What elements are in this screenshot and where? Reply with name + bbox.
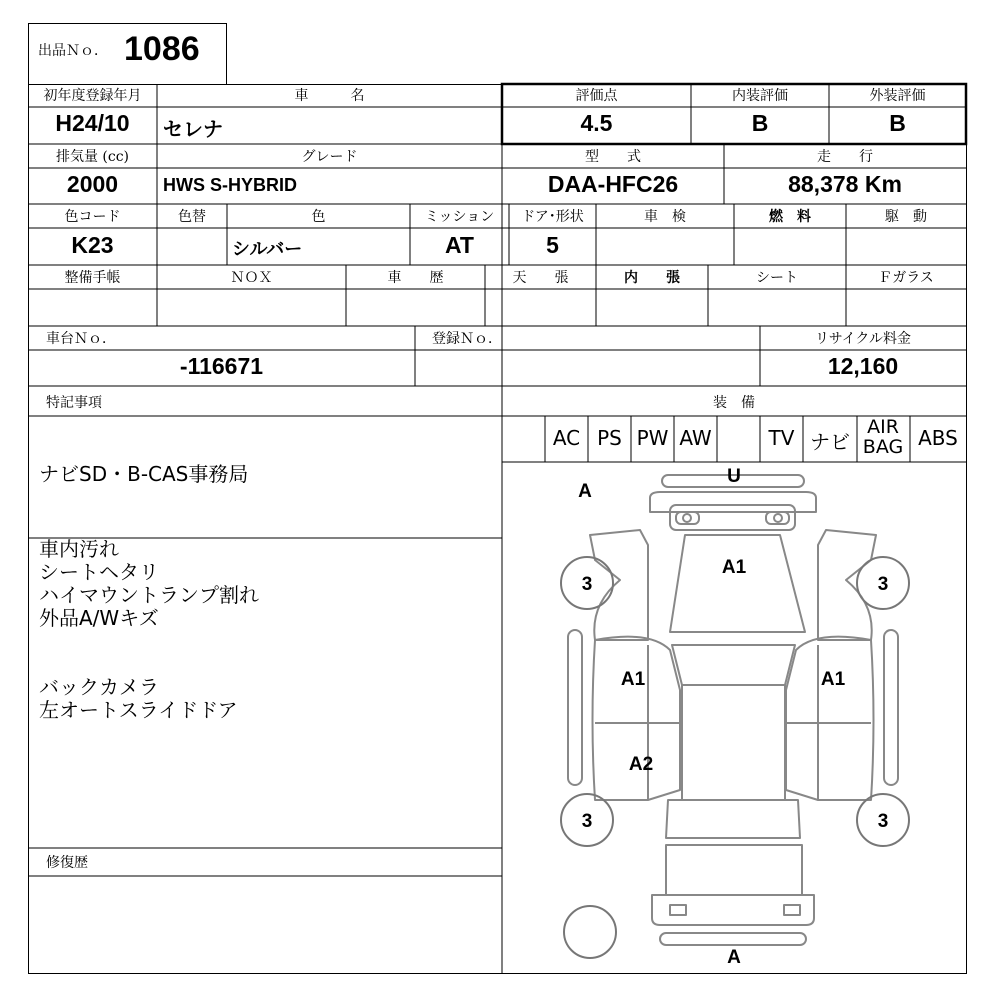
color-code-label: 色コード <box>64 209 121 225</box>
color-change-label: 色替 <box>178 209 206 225</box>
interior-lining-label: 内 張 <box>624 270 680 286</box>
remarks-label: 特記事項 <box>46 395 102 411</box>
tire-front-right: 3 <box>877 574 889 595</box>
grade-value: HWS S-HYBRID <box>163 175 297 195</box>
grade-label: グレード <box>301 149 358 165</box>
lot-label: 出品Ｎｏ． <box>38 43 108 59</box>
mission-label: ミッション <box>424 209 495 225</box>
door-label: ドア･形状 <box>521 209 584 225</box>
inspection-label: 車 検 <box>644 209 686 225</box>
mark-front-a: A <box>578 481 592 502</box>
exterior-grade-value: B <box>889 110 906 136</box>
equipment-item-pw: PW <box>636 426 669 450</box>
equipment-item-airbag: AIR BAG <box>862 416 904 458</box>
note-line: ハイマウントランプ割れ <box>39 583 259 607</box>
note-line: シートヘタリ <box>39 560 159 584</box>
note-line: バックカメラ <box>39 675 159 699</box>
roof-label: 天 張 <box>512 270 569 286</box>
equipment-label: 装 備 <box>713 395 755 411</box>
car-damage-diagram <box>502 462 967 973</box>
equipment-item-abs: ABS <box>918 426 958 450</box>
tire-front-left: 3 <box>581 574 593 595</box>
interior-grade-label: 内装評価 <box>732 88 788 104</box>
mark-hood: A1 <box>721 557 747 578</box>
equipment-item-tv: TV <box>768 426 795 450</box>
registration-label: 登録Ｎｏ． <box>432 331 502 347</box>
color-value: シルバー <box>232 239 303 259</box>
history-label: 車 歴 <box>387 270 444 286</box>
fuel-label: 燃 料 <box>769 209 811 225</box>
equipment-item-aw: AW <box>679 426 712 450</box>
maintenance-label: 整備手帳 <box>64 270 121 286</box>
displacement-label: 排気量 (cc) <box>55 149 130 165</box>
color-code-value: K23 <box>71 232 114 258</box>
score-label: 評価点 <box>575 88 618 104</box>
tire-rear-left: 3 <box>581 811 593 832</box>
chassis-value: -116671 <box>179 353 264 379</box>
remarks-line-1: ナビSD・B-CAS事務局 <box>39 462 249 486</box>
door-value: 5 <box>546 232 559 258</box>
color-label: 色 <box>311 209 326 225</box>
score-value: 4.5 <box>580 110 613 136</box>
seat-label: シート <box>756 270 798 286</box>
recycle-value: 12,160 <box>827 353 899 379</box>
mark-right-front-door: A1 <box>820 669 846 690</box>
mark-left-rear-door: A2 <box>628 754 654 775</box>
note-line: 車内汚れ <box>39 537 119 561</box>
fglass-label: Ｆガラス <box>878 270 934 286</box>
recycle-label: リサイクル料金 <box>814 331 912 347</box>
equipment-item-ps: PS <box>597 426 622 450</box>
mileage-label: 走 行 <box>817 149 873 165</box>
equipment-item-navi: ナビ <box>810 430 850 454</box>
exterior-grade-label: 外装評価 <box>869 88 926 104</box>
lot-number: 1086 <box>124 30 200 68</box>
mark-rear-a: A <box>727 947 741 968</box>
car-name-label: 車 名 <box>294 88 365 104</box>
note-line: 左オートスライドドア <box>39 698 238 722</box>
note-line <box>39 653 259 676</box>
first-registration-label: 初年度登録年月 <box>43 88 142 104</box>
mileage-value: 88,378 Km <box>788 171 902 197</box>
equipment-item-ac: AC <box>552 426 581 450</box>
car-name-value: セレナ <box>163 119 223 141</box>
mission-value: AT <box>445 232 474 258</box>
note-line <box>39 630 259 653</box>
nox-label: ＮＯＸ <box>230 270 273 286</box>
note-line: 外品A/Wキズ <box>39 606 159 630</box>
mark-left-front-door: A1 <box>620 669 646 690</box>
model-label: 型 式 <box>585 149 641 165</box>
tire-rear-right: 3 <box>877 811 889 832</box>
displacement-value: 2000 <box>66 171 119 197</box>
repair-history-label: 修復歴 <box>46 855 88 871</box>
first-registration-value: H24/10 <box>55 110 130 136</box>
drive-label: 駆 動 <box>885 209 927 225</box>
chassis-label: 車台Ｎｏ． <box>46 331 116 347</box>
mark-front-u: U <box>727 466 741 487</box>
model-value: DAA-HFC26 <box>547 171 679 197</box>
interior-grade-value: B <box>751 110 769 136</box>
remarks-notes <box>39 538 259 722</box>
